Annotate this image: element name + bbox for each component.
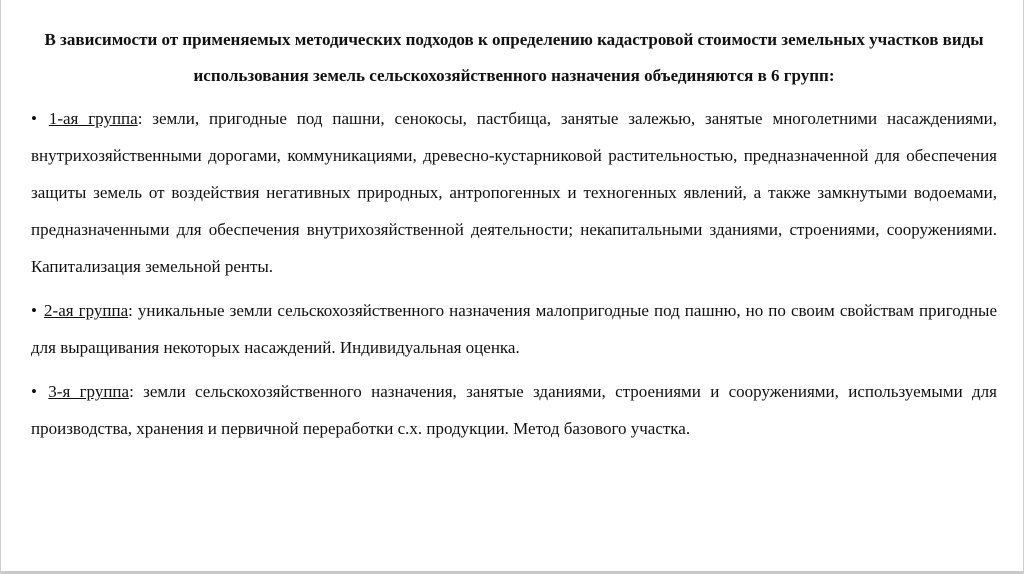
group-3-text: : земли сельскохозяйственного назначения, занятые зданиями, строениями и сооружениями, используемыми для производства, хранения и первичной переработки с.х. продукции. Метод базового участка. xyxy=(31,382,997,438)
group-2-paragraph xyxy=(31,292,997,366)
group-1-label: 1-ая группа xyxy=(48,109,138,128)
group-2-text: : уникальные земли сельскохозяйственного назначения малопригодные под пашню, но по своим свойствам пригодные для выращивания некоторых насаждений. Индивидуальная оценка. xyxy=(31,301,998,357)
bullet-icon: • xyxy=(31,109,37,128)
bullet-icon: • xyxy=(31,301,37,320)
slide-heading: В зависимости от применяемых методических подходов к определению кадастровой стоимости земельных участков виды использования земель сельскохозяйственного назначения объединяются в 6 групп: xyxy=(44,30,984,85)
group-3-paragraph xyxy=(31,373,997,447)
slide-content xyxy=(31,22,997,454)
group-3-label: 3-я группа xyxy=(48,382,130,401)
group-1-text: : земли, пригодные под пашни, сенокосы, пастбища, занятые залежью, занятые многолетними насаждениями, внутрихозяйственными дорогами, коммуникациями, древесно-кустарниковой растительностью, предназначенной для обеспечения защиты земель от воздействия негативных природных, антропогенных и техногенных явлений, а также замкнутыми водоемами, предназначенными для обеспечения внутрихозяйственной деятельности; некапитальными зданиями, строениями, сооружениями. Капитализация земельной ренты. xyxy=(31,109,998,276)
group-2-label: 2-ая группа xyxy=(44,301,129,320)
bullet-icon: • xyxy=(31,382,37,401)
group-1-paragraph xyxy=(31,100,997,285)
